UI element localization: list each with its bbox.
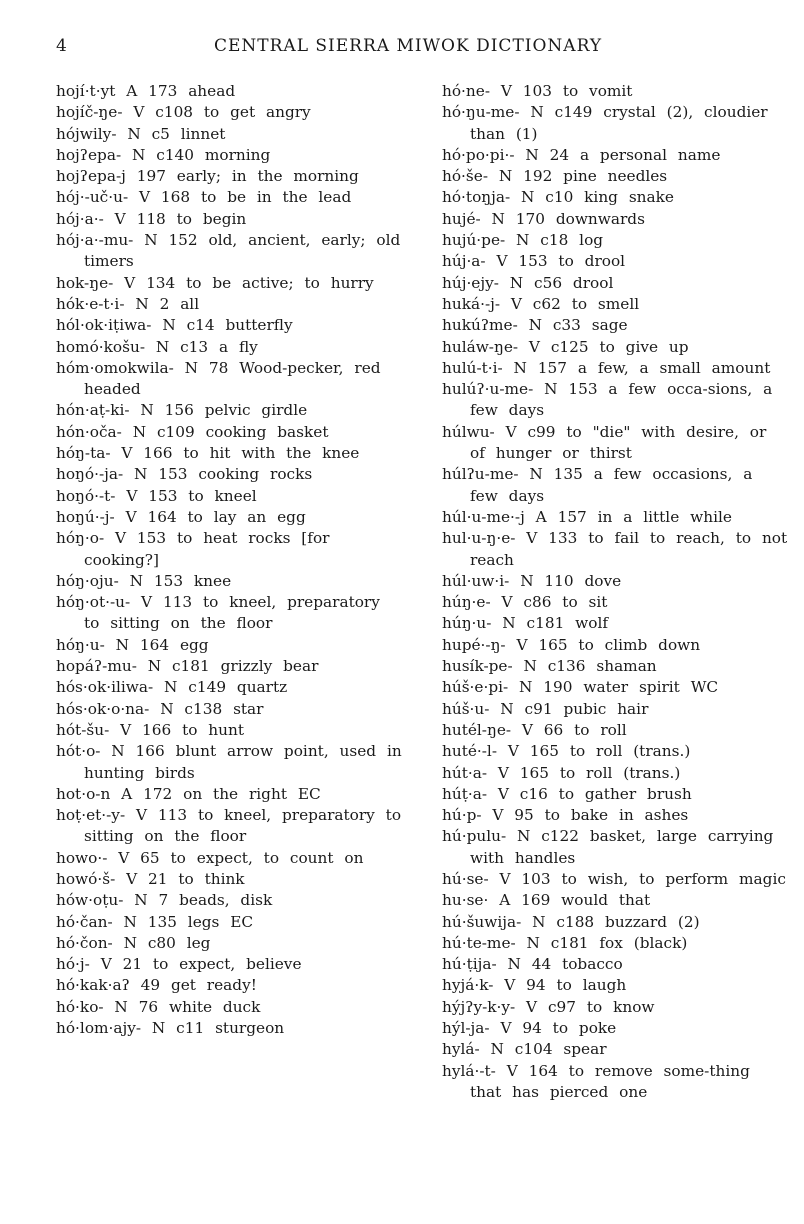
dictionary-entry: húš·u- N c91 pubic hair [442,699,649,718]
dictionary-entry: hú·pulu- N c122 basket, large carrying with handles [442,827,774,867]
dictionary-entry: hot·o-n A 172 on the right EC [56,784,321,803]
dictionary-entry: hút·a- V 165 to roll (trans.) [442,763,681,782]
dictionary-entry: hót·o- N 166 blunt arrow point, used in hunting birds [56,742,402,782]
dictionary-entry: hó·ne- V 103 to vomit [442,82,633,100]
dictionary-entry: hýl-ja- V 94 to poke [442,1019,617,1038]
dictionary-entry: húlʔu-me- N 135 a few occasions, a few days [442,465,753,505]
dictionary-entry: hú·te-me- N c181 fox (black) [442,933,688,952]
running-head: CENTRAL SIERRA MIWOK DICTIONARY [214,36,603,56]
dictionary-entry: húŋ·e- V c86 to sit [442,593,608,612]
dictionary-entry: hojí·t·yt A 173 ahead [56,82,236,100]
dictionary-entry: hú·se- V 103 to wish, to perform magic [442,869,786,888]
dictionary-entry: hu·se· A 169 would that [442,891,651,910]
dictionary-entry: hujé- N 170 downwards [442,209,645,228]
dictionary-entry: hó·čon- N c80 leg [56,933,211,952]
dictionary-entry: hoŋú·-j- V 164 to lay an egg [56,507,306,526]
dictionary-entry: hóŋ·oju- N 153 knee [56,571,232,590]
dictionary-entry: howo·- V 65 to expect, to count on [56,848,364,867]
left-column [56,81,404,1039]
dictionary-entry: húj·ejy- N c56 drool [442,273,614,292]
dictionary-entry: howó·š- V 21 to think [56,869,245,888]
dictionary-entry: hó·še- N 192 pine needles [442,167,668,186]
dictionary-entry: husík-pe- N c136 shaman [442,657,657,676]
dictionary-entry: húl·uw·i- N 110 dove [442,571,622,590]
dictionary-entry: húj·a- V 153 to drool [442,252,626,271]
dictionary-entry: hojʔepa- N c140 morning [56,145,271,164]
dictionary-entry: hóm·omokwila- N 78 Wood-pecker, red headed [56,358,381,399]
dictionary-entry: húŋ·u- N c181 wolf [442,614,609,633]
dictionary-entry: huláw-ŋe- V c125 to give up [442,337,689,356]
dictionary-entry: hylá·-t- V 164 to remove some-thing that has pierced one [442,1061,750,1101]
dictionary-entry: hó·j- V 21 to expect, believe [56,955,302,974]
dictionary-entry: hó·ŋu-me- N c149 crystal (2), cloudier than (1) [442,103,768,143]
dictionary-entry: hú·šuwija- N c188 buzzard (2) [442,912,700,931]
page-number: 4 [56,36,67,56]
dictionary-entry: huté·-l- V 165 to roll (trans.) [442,742,691,761]
dictionary-entry: homó·košu- N c13 a fly [56,337,258,356]
dictionary-entry: hój·a·- V 118 to begin [56,209,247,228]
dictionary-entry: hó·kak·aʔ 49 get ready! [56,976,257,995]
dictionary-entry: hulú-t·i- N 157 a few, a small amount [442,358,771,377]
dictionary-entry: hujú·pe- N c18 log [442,231,604,250]
dictionary-entry: hul·u-ŋ·e- V 133 to fail to reach, to not reach [442,529,788,569]
dictionary-entry: hóŋ-ta- V 166 to hit with the knee [56,444,360,463]
dictionary-entry: húš·e·pi- N 190 water spirit WC [442,678,719,697]
dictionary-entry: hok-ŋe- V 134 to be active; to hurry [56,273,374,292]
dictionary-entry: hójwily- N c5 linnet [56,124,226,143]
dictionary-entry: hól·ok·iṭiwa- N c14 butterfly [56,316,293,335]
dictionary-entry: hón·oča- N c109 cooking basket [56,422,329,441]
dictionary-entry: hoṭ·et·-y- V 113 to kneel, preparatory to sitting on the floor [56,806,402,846]
dictionary-entry: hýjʔy-k·y- V c97 to know [442,997,655,1016]
dictionary-entry: hylá- N c104 spear [442,1040,607,1059]
dictionary-entry: hóŋ·ot·-u- V 113 to kneel, preparatory to sitting on the floor [56,593,380,633]
dictionary-entry: hojíč-ŋe- V c108 to get angry [56,103,311,122]
dictionary-entry: hyjá·k- V 94 to laugh [442,976,627,995]
dictionary-entry: hopáʔ-mu- N c181 grizzly bear [56,657,319,676]
dictionary-entry: hó·ko- N 76 white duck [56,997,261,1016]
dictionary-entry: hukúʔme- N c33 sage [442,316,628,335]
dictionary-entry: hóŋ·u- N 164 egg [56,635,209,654]
dictionary-entry: hoŋó·-ja- N 153 cooking rocks [56,465,313,484]
dictionary-entry: hó·po·pi·- N 24 a personal name [442,145,721,164]
dictionary-entry: hoŋó·-t- V 153 to kneel [56,486,257,505]
dictionary-entry: húlwu- V c99 to "die" with desire, or of hunger or thirst [442,422,767,463]
dictionary-entry: hós·ok·iliwa- N c149 quartz [56,678,288,697]
dictionary-entry: hók·e-t·i- N 2 all [56,294,200,313]
dictionary-entry: hój·a·-mu- N 152 old, ancient, early; old timers [56,231,401,271]
dictionary-entry: hú·p- V 95 to bake in ashes [442,806,689,825]
dictionary-entry: huká·-j- V c62 to smell [442,294,640,313]
dictionary-entry: hutél-ŋe- V 66 to roll [442,720,627,739]
dictionary-entry: hó·toŋja- N c10 king snake [442,188,674,207]
dictionary-entry: hó·čan- N 135 legs EC [56,912,254,931]
dictionary-entry: hú·ṭija- N 44 tobacco [442,955,623,974]
dictionary-entry: hów·oṭu- N 7 beads, disk [56,891,273,910]
dictionary-entry: hojʔepa-j 197 early; in the morning [56,167,359,186]
dictionary-entry: húl·u-me·-j A 157 in a little while [442,507,732,526]
dictionary-entry: hupé·-ŋ- V 165 to climb down [442,635,701,654]
dictionary-entry: hój·-uč·u- V 168 to be in the lead [56,188,352,207]
right-column [442,81,790,1103]
dictionary-entry: hóŋ·o- V 153 to heat rocks [for cooking?] [56,529,330,569]
dictionary-entry: hulúʔ·u-me- N 153 a few occa-sions, a few days [442,380,773,420]
dictionary-entry: hó·lom·ajy- N c11 sturgeon [56,1019,285,1038]
dictionary-entry: hós·ok·o·na- N c138 star [56,699,264,718]
dictionary-entry: hón·aṭ-ki- N 156 pelvic girdle [56,401,308,420]
dictionary-entry: húṭ·a- V c16 to gather brush [442,784,692,803]
dictionary-entry: hót-šu- V 166 to hunt [56,720,245,739]
